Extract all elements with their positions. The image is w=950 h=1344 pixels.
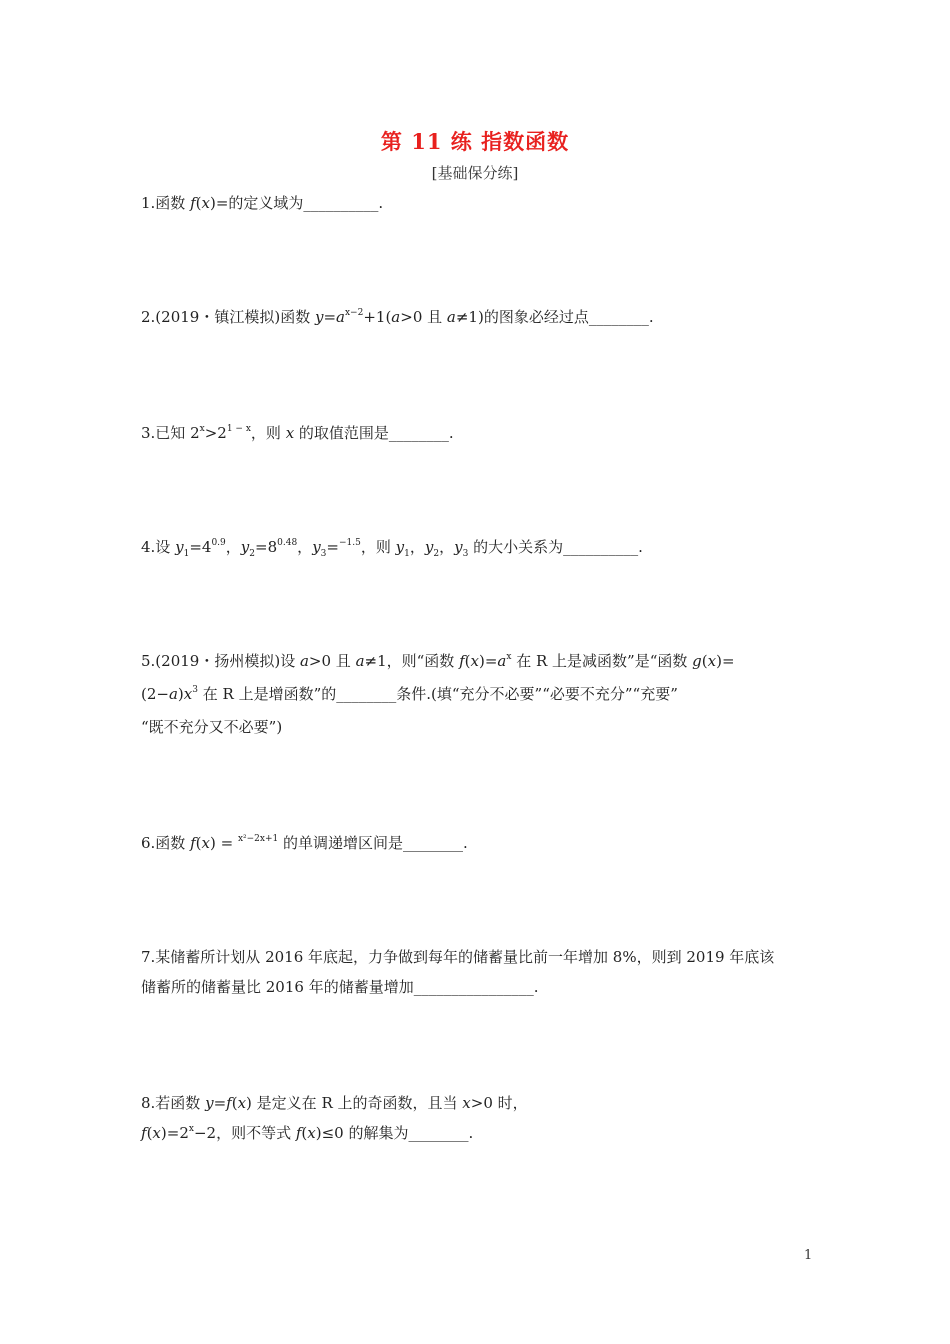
- question-6: 6.函数 f(x) = $^{x^2-2x+1}$ 的单调递增区间是________.: [141, 834, 468, 852]
- question-7: 7.某储蓄所计划从 2016 年底起，力争做到每年的储蓄量比前一年增加 8%，则到 2019 年底该 储蓄所的储蓄量比 2016 年的储蓄量增加________________.: [141, 948, 775, 996]
- page-number: 1: [804, 1248, 813, 1263]
- question-2: 2.(2019・镇江模拟)函数 $y=a^{x-2}+1(a>0$ 且 a≠1)的图象必经过点________.: [141, 308, 654, 326]
- section-subtitle: [基础保分练]: [431, 164, 519, 182]
- question-1: 1.函数 f(x)=的定义域为__________.: [141, 194, 384, 212]
- question-4: 4.设 $y_1=4^{0.9}$，$y_2=8^{0.48}$，$y_3=^{-1.5}$，则 $y_1$，$y_2$，$y_3$ 的大小关系为__________.: [141, 538, 643, 559]
- question-3: 3.已知 $2^x>2^{1 - x}$，则 x 的取值范围是________.: [141, 424, 454, 442]
- page-title: 第 11 练 指数函数: [380, 129, 570, 154]
- question-8: 8.若函数 y=f(x) 是定义在 R 上的奇函数，且当 x>0 时， $f(x)=2^x-2$，则不等式 f(x)≤0 的解集为________.: [141, 1094, 528, 1142]
- question-5: 5.(2019・扬州模拟)设 a>0 且 a≠1，则“函数 $f(x)=a^x$ 在 R 上是减函数”是“函数 g(x)= $(2-a)x^3$ 在 R 上是增函数”的________条件.(填“充分不必要”“必要不充分”“充要” “既不充分又不必要”): [141, 652, 735, 736]
